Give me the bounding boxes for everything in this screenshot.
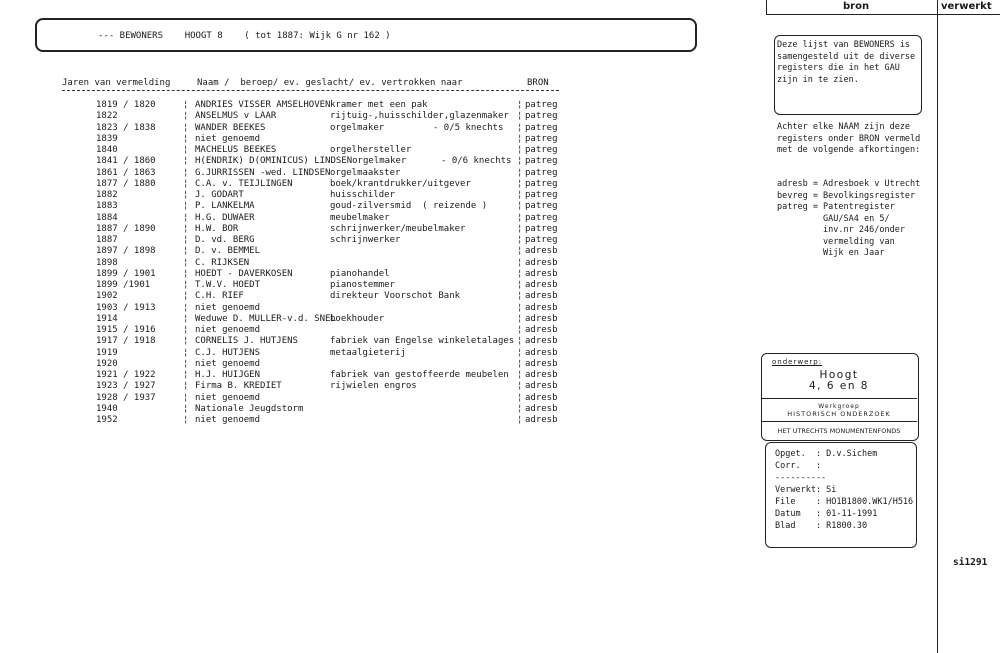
- row-years: 1841 / 1860: [96, 156, 156, 167]
- row-name: Firma B. KREDIET: [195, 381, 282, 392]
- row-pipe: ¦: [517, 280, 523, 290]
- col-header-years: Jaren van vermelding: [62, 78, 171, 88]
- row-occupation: metaalgieterij: [330, 347, 406, 358]
- row-pipe: ¦: [517, 235, 523, 245]
- row-pipe: ¦: [517, 156, 523, 167]
- row-pipe: ¦: [183, 201, 189, 212]
- row-years: 1819 / 1820: [96, 100, 156, 110]
- row-years: 1898: [96, 257, 118, 268]
- row-pipe: ¦: [183, 167, 189, 178]
- row-years: 1917 / 1918: [96, 336, 156, 347]
- row-years: 1887: [96, 235, 118, 245]
- row-source: adresb: [525, 291, 558, 302]
- row-pipe: ¦: [517, 100, 523, 110]
- row-source: patreg: [525, 111, 558, 122]
- row-name: niet genoemd: [195, 133, 261, 144]
- row-pipe: ¦: [517, 122, 523, 133]
- row-years: 1915 / 1916: [96, 325, 156, 335]
- table-row: [0, 359, 700, 370]
- header-divider: [62, 90, 559, 91]
- row-occupation: orgelmaker - 0/5 knechts: [330, 122, 504, 133]
- row-pipe: ¦: [517, 291, 523, 302]
- row-name: CORNELIS J. HUTJENS: [195, 336, 298, 347]
- row-pipe: ¦: [517, 212, 523, 223]
- table-row: [0, 404, 700, 415]
- sidebar-left-rule: [766, 0, 767, 14]
- stamp-divider: [761, 398, 917, 399]
- row-pipe: ¦: [517, 111, 523, 122]
- col-header-name: Naam / beroep/ ev. geslacht/ ev. vertrokken naar: [197, 78, 463, 88]
- row-source: adresb: [525, 313, 558, 324]
- row-pipe: ¦: [183, 246, 189, 257]
- abbreviation-list: adresb = Adresboek v Utrecht bevreg = Bevolkingsregister patreg = Patentregister GAU/SA4 en 5/ inv.nr 246/onder vermelding van Wijk en Jaar: [777, 179, 921, 258]
- row-name: WANDER BEEKES: [195, 122, 266, 133]
- row-pipe: ¦: [183, 145, 189, 155]
- row-pipe: ¦: [517, 392, 523, 403]
- row-source: patreg: [525, 100, 558, 110]
- row-years: 1882: [96, 190, 118, 200]
- row-pipe: ¦: [517, 336, 523, 347]
- row-pipe: ¦: [183, 403, 189, 414]
- table-row: [0, 393, 700, 404]
- row-name: MACHELUS BEEKES: [195, 145, 277, 155]
- row-occupation: pianohandel: [330, 268, 390, 279]
- row-pipe: ¦: [183, 291, 189, 302]
- row-source: adresb: [525, 257, 558, 268]
- row-pipe: ¦: [517, 133, 523, 144]
- werkgroep-label: Werkgroep: [818, 403, 860, 410]
- table-row: [0, 123, 700, 134]
- row-pipe: ¦: [183, 313, 189, 324]
- row-source: patreg: [525, 223, 558, 234]
- table-row: [0, 168, 700, 179]
- row-pipe: ¦: [183, 122, 189, 133]
- row-name: C.J. HUTJENS: [195, 347, 261, 358]
- row-pipe: ¦: [517, 325, 523, 335]
- fonds-name: HET UTRECHTS MONUMENTENFONDS: [777, 427, 901, 435]
- row-name: P. LANKELMA: [195, 201, 255, 212]
- table-row: [0, 269, 700, 280]
- row-source: patreg: [525, 212, 558, 223]
- werkgroep-name: HISTORISCH ONDERZOEK: [787, 410, 891, 418]
- row-source: adresb: [525, 268, 558, 279]
- table-row: [0, 145, 700, 156]
- row-source: adresb: [525, 381, 558, 392]
- row-years: 1840: [96, 145, 118, 155]
- row-pipe: ¦: [183, 347, 189, 358]
- table-row: [0, 100, 700, 111]
- row-occupation: orgelhersteller: [330, 145, 412, 155]
- row-name: niet genoemd: [195, 415, 261, 425]
- table-row: [0, 111, 700, 122]
- table-row: [0, 246, 700, 257]
- row-pipe: ¦: [183, 111, 189, 122]
- row-pipe: ¦: [183, 178, 189, 189]
- row-source: adresb: [525, 392, 558, 403]
- row-occupation: kramer met een pak: [330, 100, 428, 110]
- row-source: adresb: [525, 358, 558, 369]
- meta-text: Opget. : D.v.Sichem Corr. : ---------- Verwerkt: Si File : HO1B1800.WK1/H516 Datum : 01-11-1991 Blad : R1800.30: [775, 449, 914, 531]
- table-row: [0, 258, 700, 269]
- row-name: Nationale Jeugdstorm: [195, 403, 304, 414]
- row-source: patreg: [525, 190, 558, 200]
- row-pipe: ¦: [517, 415, 523, 425]
- row-years: 1919: [96, 347, 118, 358]
- row-source: adresb: [525, 336, 558, 347]
- row-pipe: ¦: [517, 201, 523, 212]
- row-name: D. vd. BERG: [195, 235, 255, 245]
- row-pipe: ¦: [517, 347, 523, 358]
- row-name: ANSELMUS v LAAR: [195, 111, 277, 122]
- row-source: patreg: [525, 178, 558, 189]
- table-row: [0, 303, 700, 314]
- row-pipe: ¦: [183, 100, 189, 110]
- row-source: patreg: [525, 201, 558, 212]
- row-pipe: ¦: [517, 403, 523, 414]
- table-row: [0, 134, 700, 145]
- row-name: C. RIJKSEN: [195, 257, 250, 268]
- col-header-source: BRON: [527, 78, 549, 88]
- row-occupation: boek/krantdrukker/uitgever: [330, 178, 471, 189]
- row-occupation: meubelmaker: [330, 212, 390, 223]
- row-pipe: ¦: [183, 268, 189, 279]
- subject-street: Hoogt: [819, 369, 859, 381]
- row-years: 1822: [96, 111, 118, 122]
- row-source: patreg: [525, 145, 558, 155]
- table-row: [0, 348, 700, 359]
- row-pipe: ¦: [517, 257, 523, 268]
- row-occupation: schrijnwerker: [330, 235, 401, 245]
- table-row: [0, 381, 700, 392]
- row-occupation: direkteur Voorschot Bank: [330, 291, 461, 302]
- row-name: H(ENDRIK) D(OMINICUS) LINDSENorgelmaker: [195, 156, 407, 167]
- row-pipe: ¦: [183, 212, 189, 223]
- page-title: --- BEWONERS HOOGT 8 ( tot 1887: Wijk G nr 162 ): [98, 31, 391, 41]
- row-pipe: ¦: [183, 156, 189, 167]
- row-years: 1928 / 1937: [96, 392, 156, 403]
- subject-title: [761, 370, 917, 392]
- document-code: si1291: [953, 557, 988, 568]
- row-occupation: schrijnwerker/meubelmaker: [330, 223, 466, 234]
- row-name: J. GODART: [195, 190, 244, 200]
- row-name: D. v. BEMMEL: [195, 246, 261, 257]
- row-occupation: fabriek van Engelse winkeletalages: [330, 336, 515, 347]
- table-row: [0, 415, 700, 426]
- row-pipe: ¦: [183, 133, 189, 144]
- row-years: 1940: [96, 403, 118, 414]
- row-years: 1921 / 1922: [96, 370, 156, 380]
- row-years: 1861 / 1863: [96, 167, 156, 178]
- row-source: adresb: [525, 302, 558, 313]
- row-source: adresb: [525, 347, 558, 358]
- row-years: 1920: [96, 358, 118, 369]
- row-name: H.W. BOR: [195, 223, 239, 234]
- row-pipe: ¦: [183, 392, 189, 403]
- verwerkt-column-rule: [937, 0, 938, 653]
- col-header-verwerkt: verwerkt: [941, 1, 992, 12]
- intro-text: Deze lijst van BEWONERS is samengesteld uit de diverse registers die in het GAU zijn in te zien.: [777, 40, 916, 85]
- row-pipe: ¦: [517, 358, 523, 369]
- table-row: [0, 179, 700, 190]
- table-row: [0, 213, 700, 224]
- row-pipe: ¦: [183, 325, 189, 335]
- row-occupation: huisschilder: [330, 190, 396, 200]
- row-source: adresb: [525, 415, 558, 425]
- row-pipe: ¦: [183, 190, 189, 200]
- row-pipe: ¦: [183, 381, 189, 392]
- stamp-divider-2: [761, 421, 917, 422]
- row-years: 1823 / 1838: [96, 122, 156, 133]
- table-row: [0, 235, 700, 246]
- row-pipe: ¦: [183, 302, 189, 313]
- residents-table: [0, 100, 700, 426]
- table-row: [0, 291, 700, 302]
- row-source: patreg: [525, 133, 558, 144]
- row-occupation: goud-zilversmid ( reizende ): [330, 201, 488, 212]
- row-source: adresb: [525, 370, 558, 380]
- row-pipe: ¦: [183, 223, 189, 234]
- row-occupation: boekhouder: [330, 313, 385, 324]
- table-row: [0, 201, 700, 212]
- table-row: [0, 336, 700, 347]
- row-name: Weduwe D. MULLER-v.d. SNEL: [195, 313, 336, 324]
- row-pipe: ¦: [517, 302, 523, 313]
- row-years: 1897 / 1898: [96, 246, 156, 257]
- row-source: patreg: [525, 235, 558, 245]
- row-pipe: ¦: [517, 370, 523, 380]
- row-source: patreg: [525, 156, 558, 167]
- row-name: T.W.V. HOEDT: [195, 280, 261, 290]
- row-name: niet genoemd: [195, 358, 261, 369]
- row-occupation: rijtuig-,huisschilder,glazenmaker: [330, 111, 509, 122]
- row-occupation: fabriek van gestoffeerde meubelen: [330, 370, 509, 380]
- row-pipe: ¦: [517, 268, 523, 279]
- row-name: C.A. v. TEIJLINGEN: [195, 178, 293, 189]
- row-name: niet genoemd: [195, 302, 261, 313]
- row-source: adresb: [525, 280, 558, 290]
- row-years: 1839: [96, 133, 118, 144]
- table-row: [0, 314, 700, 325]
- abbreviation-intro: Achter elke NAAM zijn deze registers onder BRON vermeld met de volgende afkortingen:: [777, 122, 921, 155]
- row-pipe: ¦: [517, 313, 523, 324]
- row-name: H.G. DUWAER: [195, 212, 255, 223]
- row-source: patreg: [525, 167, 558, 178]
- row-years: 1883: [96, 201, 118, 212]
- row-years: 1899 / 1901: [96, 268, 156, 279]
- row-source: adresb: [525, 325, 558, 335]
- row-years: 1923 / 1927: [96, 381, 156, 392]
- table-row: [0, 370, 700, 381]
- row-pipe: ¦: [183, 336, 189, 347]
- row-pipe: ¦: [517, 246, 523, 257]
- subject-label: onderwerp:: [772, 358, 823, 366]
- row-years: 1877 / 1880: [96, 178, 156, 189]
- row-pipe: ¦: [183, 257, 189, 268]
- row-occupation: pianostemmer: [330, 280, 396, 290]
- row-name: niet genoemd: [195, 325, 261, 335]
- row-pipe: ¦: [517, 145, 523, 155]
- row-source: adresb: [525, 403, 558, 414]
- row-years: 1914: [96, 313, 118, 324]
- table-row: [0, 156, 700, 167]
- row-source: adresb: [525, 246, 558, 257]
- row-pipe: ¦: [517, 223, 523, 234]
- row-name: niet genoemd: [195, 392, 261, 403]
- row-name: HOEDT - DAVERKOSEN: [195, 268, 293, 279]
- row-name: ANDRIES VISSER AMSELHOVEN: [195, 100, 331, 110]
- row-pipe: ¦: [183, 415, 189, 425]
- table-row: [0, 190, 700, 201]
- row-name: C.H. RIEF: [195, 291, 244, 302]
- row-name: G.JURRISSEN -wed. LINDSEN: [195, 167, 331, 178]
- row-years: 1952: [96, 415, 118, 425]
- row-pipe: ¦: [517, 190, 523, 200]
- row-occupation: rijwielen engros: [330, 381, 417, 392]
- row-pipe: ¦: [183, 370, 189, 380]
- row-pipe: ¦: [517, 381, 523, 392]
- row-years: 1903 / 1913: [96, 302, 156, 313]
- row-years: 1887 / 1890: [96, 223, 156, 234]
- subject-numbers: 4, 6 en 8: [808, 380, 869, 392]
- row-occupation-extra: - 0/6 knechts: [441, 156, 512, 167]
- table-row: [0, 224, 700, 235]
- row-pipe: ¦: [183, 280, 189, 290]
- table-row: [0, 280, 700, 291]
- row-years: 1902: [96, 291, 118, 302]
- row-years: 1884: [96, 212, 118, 223]
- row-occupation: orgelmaakster: [330, 167, 401, 178]
- row-pipe: ¦: [517, 178, 523, 189]
- row-pipe: ¦: [183, 235, 189, 245]
- row-years: 1899 /1901: [96, 280, 151, 290]
- col-header-bron: bron: [843, 1, 870, 12]
- row-pipe: ¦: [183, 358, 189, 369]
- row-pipe: ¦: [517, 167, 523, 178]
- row-source: patreg: [525, 122, 558, 133]
- row-name: H.J. HUIJGEN: [195, 370, 261, 380]
- table-row: [0, 325, 700, 336]
